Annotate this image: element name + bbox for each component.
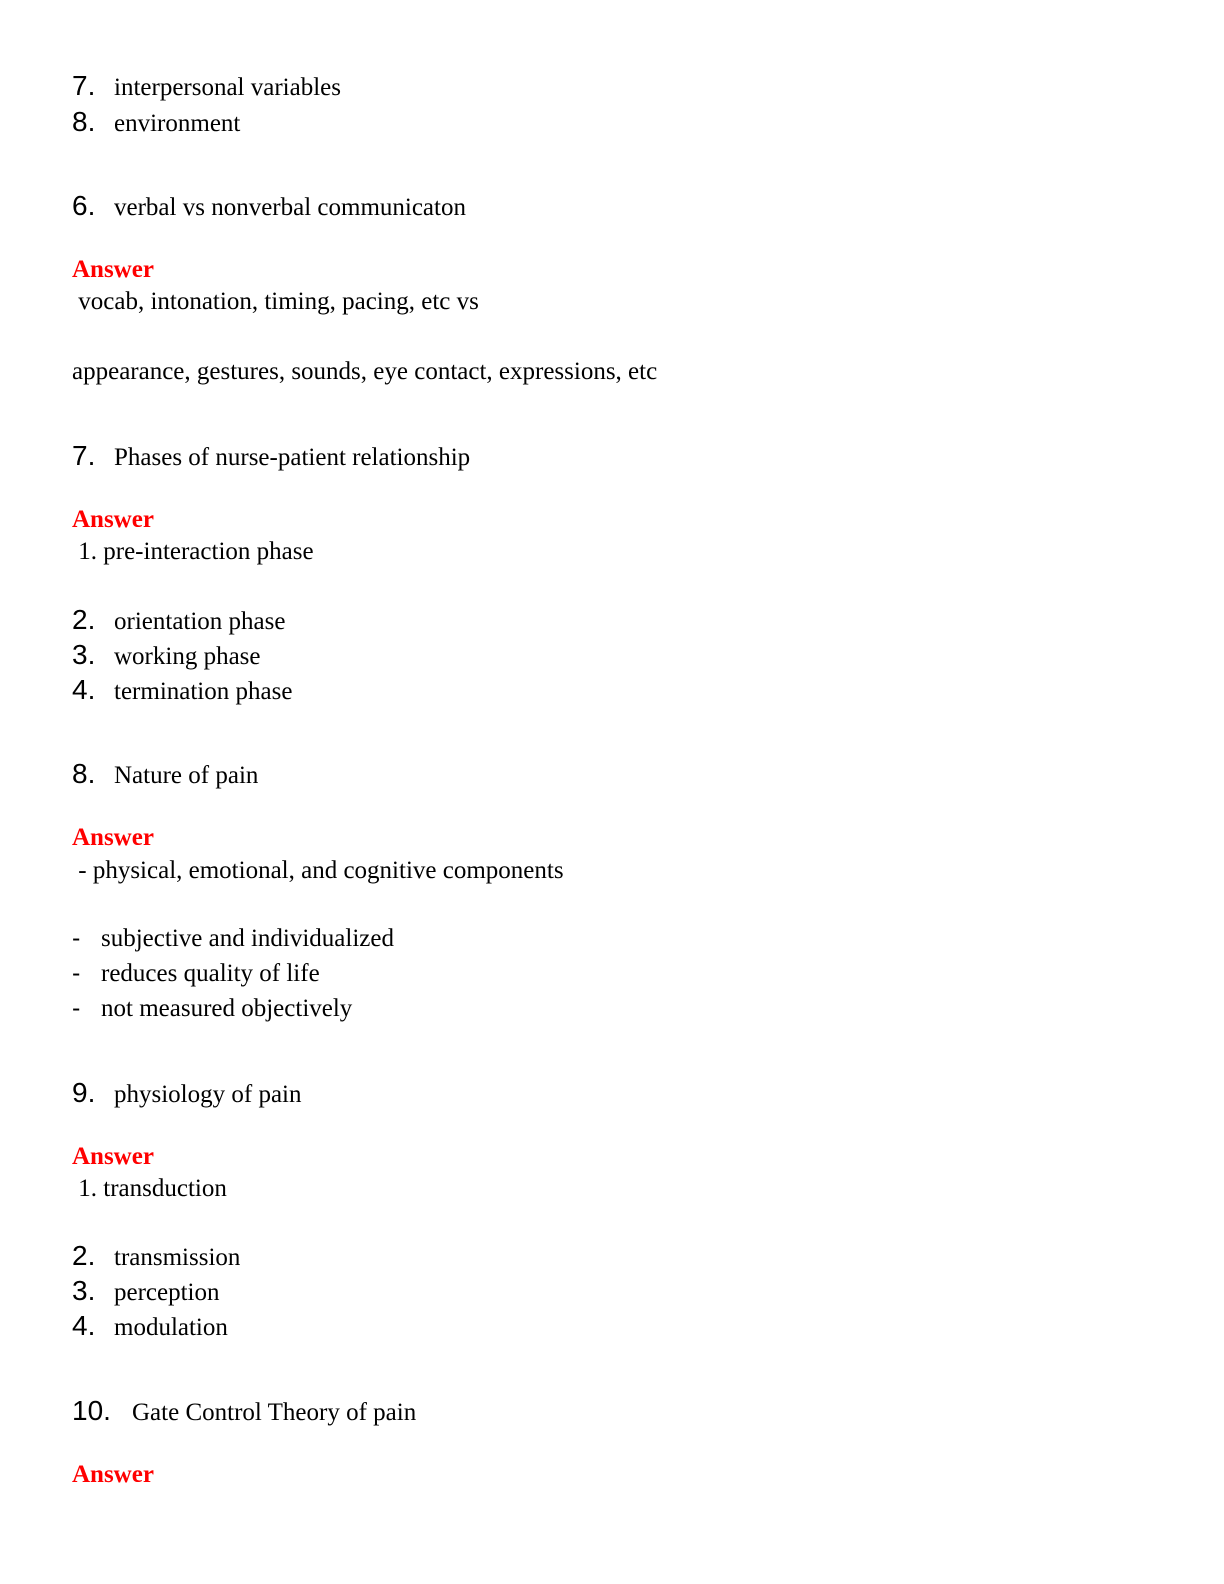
question-text: verbal vs nonverbal communicaton: [114, 194, 466, 221]
answer-label: Answer: [72, 824, 154, 851]
answer-label: Answer: [72, 256, 154, 283]
bullet-item: [72, 924, 394, 953]
list-text: transmission: [114, 1244, 241, 1271]
question-heading: [72, 190, 466, 222]
question-heading: [72, 1395, 416, 1427]
question-text: Phases of nurse-patient relationship: [114, 444, 471, 471]
list-item: [72, 1240, 240, 1272]
bullet-text: reduces quality of life: [101, 960, 320, 987]
list-number: 2.: [72, 1240, 96, 1271]
bullet-dash: -: [72, 924, 81, 952]
answer-line: vocab, intonation, timing, pacing, etc vs: [72, 288, 479, 315]
list-item: [72, 70, 341, 102]
list-text: environment: [114, 110, 241, 137]
question-number: 9.: [72, 1077, 96, 1108]
question-heading: [72, 440, 470, 472]
list-text: termination phase: [114, 678, 293, 705]
list-item: [72, 106, 240, 138]
list-number: 8.: [72, 106, 96, 137]
question-heading: [72, 758, 258, 790]
answer-label: Answer: [72, 506, 154, 533]
question-text: Nature of pain: [114, 762, 259, 789]
answer-line: - physical, emotional, and cognitive components: [72, 857, 564, 884]
list-item: [72, 1275, 220, 1307]
list-text: working phase: [114, 643, 261, 670]
list-item: [72, 1310, 228, 1342]
question-heading: [72, 1077, 302, 1109]
question-text: Gate Control Theory of pain: [132, 1399, 417, 1426]
answer-line: 1. transduction: [72, 1175, 227, 1202]
list-number: 2.: [72, 604, 96, 635]
answer-line: appearance, gestures, sounds, eye contact, expressions, etc: [72, 358, 658, 385]
bullet-item: [72, 959, 320, 988]
question-number: 10.: [72, 1395, 111, 1426]
bullet-item: [72, 994, 352, 1023]
bullet-dash: -: [72, 994, 81, 1022]
list-item: [72, 674, 292, 706]
question-number: 6.: [72, 190, 96, 221]
list-number: 7.: [72, 70, 96, 101]
bullet-text: not measured objectively: [101, 995, 353, 1022]
list-number: 3.: [72, 639, 96, 670]
list-item: [72, 604, 285, 636]
list-item: [72, 639, 261, 671]
list-text: orientation phase: [114, 608, 286, 635]
bullet-dash: -: [72, 959, 81, 987]
list-text: modulation: [114, 1314, 228, 1341]
answer-label: Answer: [72, 1143, 154, 1170]
list-text: interpersonal variables: [114, 74, 341, 101]
question-number: 8.: [72, 758, 96, 789]
answer-line: 1. pre-interaction phase: [72, 538, 314, 565]
answer-label: Answer: [72, 1461, 154, 1488]
list-number: 4.: [72, 1310, 96, 1341]
bullet-text: subjective and individualized: [101, 925, 394, 952]
list-number: 3.: [72, 1275, 96, 1306]
list-number: 4.: [72, 674, 96, 705]
question-text: physiology of pain: [114, 1081, 302, 1108]
question-number: 7.: [72, 440, 96, 471]
list-text: perception: [114, 1279, 220, 1306]
